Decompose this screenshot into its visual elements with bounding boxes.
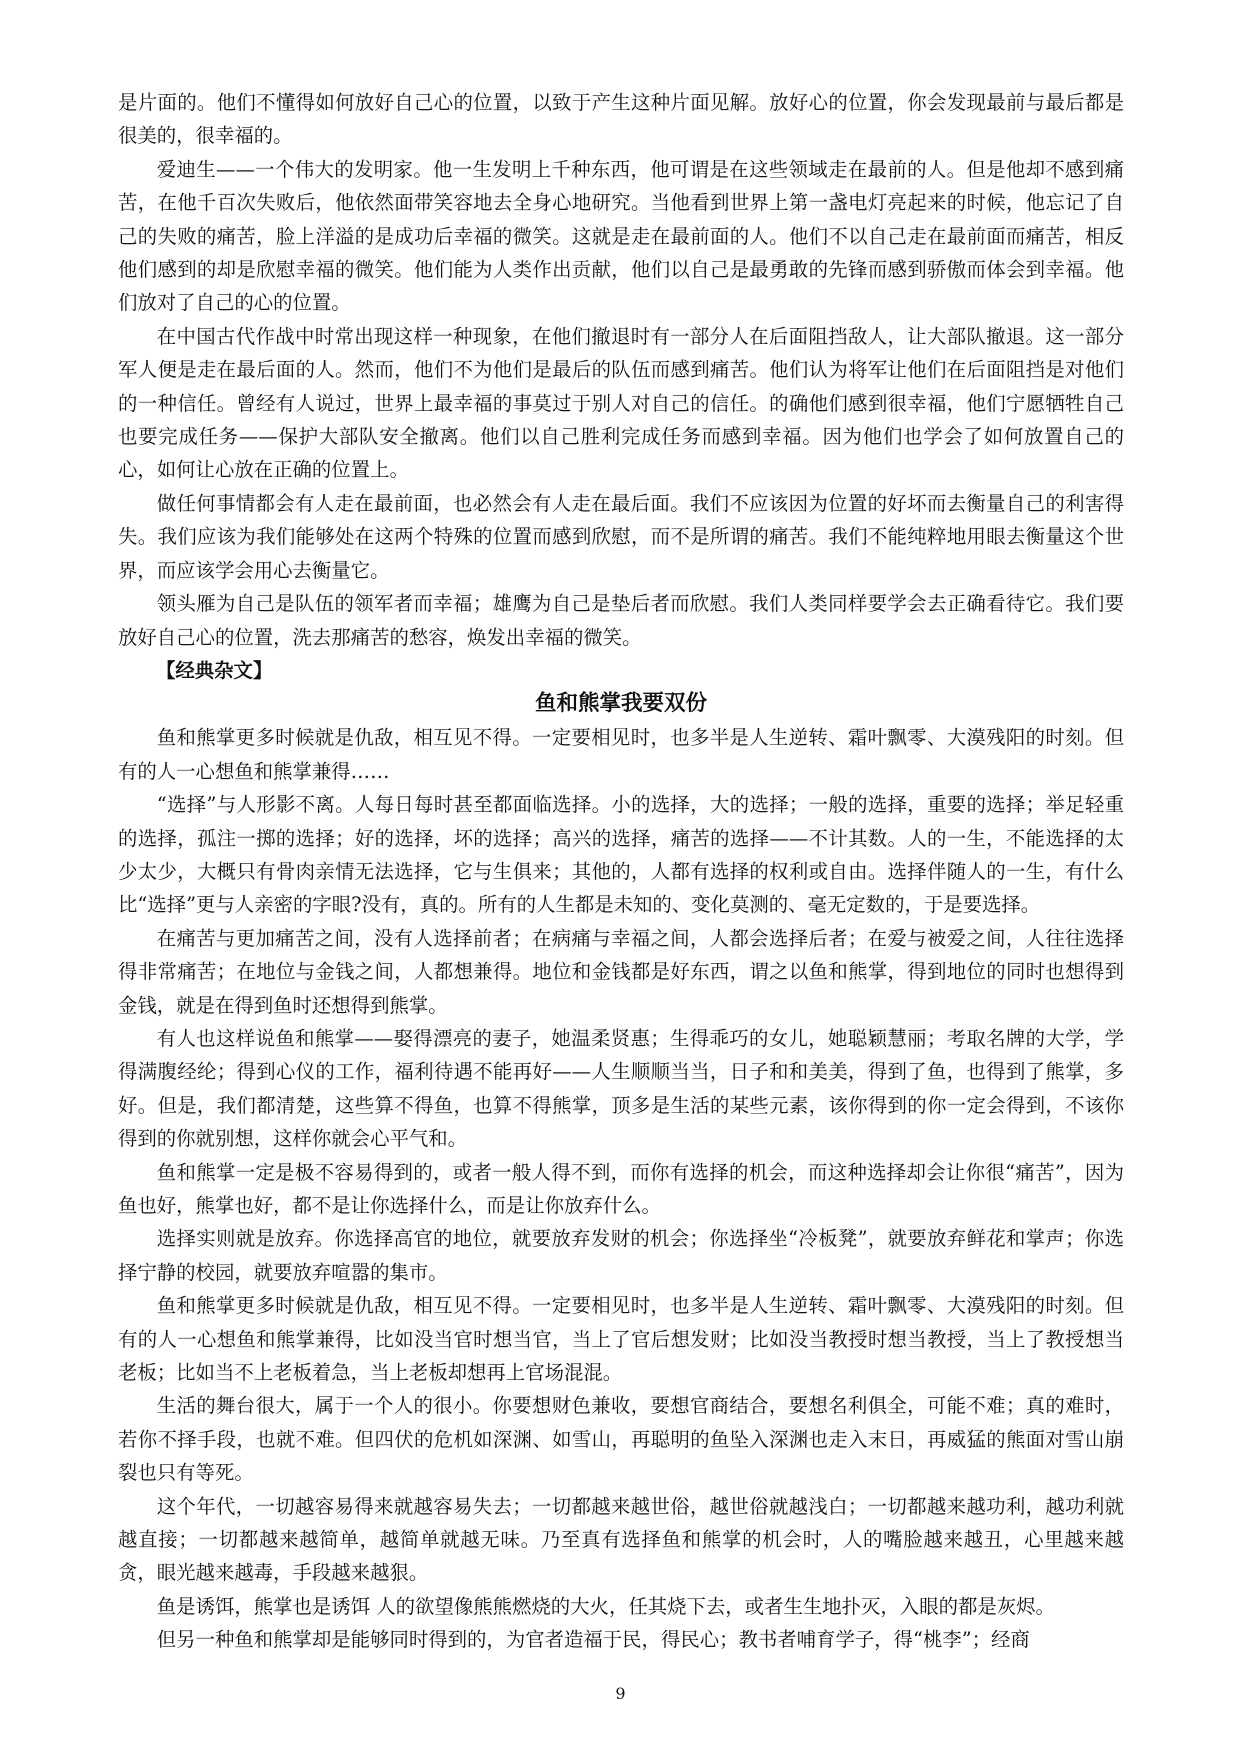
paragraph: 爱迪生——一个伟大的发明家。他一生发明上千种东西，他可谓是在这些领域走在最前的人。但是他却不感到痛苦，在他千百次失败后，他依然面带笑容地去全身心地研究。当他看到世界上第一盏电灯亮起来的时候，他忘记了自己的失败的痛苦，脸上洋溢的是成功后幸福的微笑。这就是走在最前面的人。他们不以自己走在最前面而痛苦，相反他们感到的却是欣慰幸福的微笑。他们能为人类作出贡献，他们以自己是最勇敢的先锋而感到骄傲而体会到幸福。他们放对了自己的心的位置。: [118, 157, 1124, 315]
paragraph: 做任何事情都会有人走在最前面，也必然会有人走在最后面。我们不应该因为位置的好坏而去衡量自己的利害得失。我们应该为我们能够处在这两个特殊的位置而感到欣慰，而不是所谓的痛苦。我们不能纯粹地用眼去衡量这个世界，而应该学会用心去衡量它。: [118, 491, 1124, 582]
section-label: 【经典杂文】: [156, 658, 273, 682]
paragraph: 有人也这样说鱼和熊掌——娶得漂亮的妻子，她温柔贤惠；生得乖巧的女儿，她聪颖慧丽；考取名牌的大学，学得满腹经纶；得到心仪的工作，福利待遇不能再好——人生顺顺当当，日子和和美美，得到了鱼，也得到了熊掌，多好。但是，我们都清楚，这些算不得鱼，也算不得熊掌，顶多是生活的某些元素，该你得到的你一定会得到，不该你得到的你就别想，这样你就会心平气和。: [118, 1026, 1124, 1151]
article-title: 鱼和熊掌我要双份: [534, 691, 707, 717]
paragraph: 选择实则就是放弃。你选择高官的地位，就要放弃发财的机会；你选择坐“冷板凳”，就要放弃鲜花和掌声；你选择宁静的校园，就要放弃喧嚣的集市。: [118, 1227, 1124, 1284]
paragraph: 这个年代，一切越容易得来就越容易失去；一切都越来越世俗，越世俗就越浅白；一切都越来越功利，越功利就越直接；一切都越来越简单，越简单就越无味。乃至真有选择鱼和熊掌的机会时，人的嘴脸越来越丑，心里越来越贪，眼光越来越毒，手段越来越狠。: [118, 1494, 1124, 1585]
paragraph: 但另一种鱼和熊掌却是能够同时得到的，为官者造福于民，得民心；教书者哺育学子，得“桃李”；经商: [156, 1628, 1030, 1652]
document-page: [118, 86, 1124, 1657]
paragraph: 鱼和熊掌更多时候就是仇敌，相互见不得。一定要相见时，也多半是人生逆转、霜叶飘零、大漠残阳的时刻。但有的人一心想鱼和熊掌兼得……: [118, 726, 1124, 783]
paragraph: 鱼和熊掌更多时候就是仇敌，相互见不得。一定要相见时，也多半是人生逆转、霜叶飘零、大漠残阳的时刻。但有的人一心想鱼和熊掌兼得，比如没当官时想当官，当上了官后想发财；比如没当教授时想当教授，当上了教授想当老板；比如当不上老板着急，当上老板却想再上官场混混。: [118, 1294, 1124, 1385]
paragraph: 在痛苦与更加痛苦之间，没有人选择前者；在病痛与幸福之间，人都会选择后者；在爱与被爱之间，人往往选择得非常痛苦；在地位与金钱之间，人都想兼得。地位和金钱都是好东西，谓之以鱼和熊掌，得到地位的同时也想得到金钱，就是在得到鱼时还想得到熊掌。: [118, 926, 1124, 1017]
paragraph: 是片面的。他们不懂得如何放好自己心的位置，以致于产生这种片面见解。放好心的位置，你会发现最前与最后都是很美的，很幸福的。: [118, 91, 1124, 148]
paragraph: 领头雁为自己是队伍的领军者而幸福；雄鹰为自己是垫后者而欣慰。我们人类同样要学会去正确看待它。我们要放好自己心的位置，洗去那痛苦的愁容，焕发出幸福的微笑。: [118, 592, 1124, 649]
paragraph: 鱼是诱饵，熊掌也是诱饵 人的欲望像熊熊燃烧的大火，任其烧下去，或者生生地扑灭，入眼的都是灰烬。: [156, 1594, 1055, 1618]
paragraph: 鱼和熊掌一定是极不容易得到的，或者一般人得不到，而你有选择的机会，而这种选择却会让你很“痛苦”，因为鱼也好，熊掌也好，都不是让你选择什么，而是让你放弃什么。: [118, 1160, 1124, 1217]
page-number: 9: [615, 1684, 626, 1703]
paragraph: “选择”与人形影不离。人每日每时甚至都面临选择。小的选择，大的选择；一般的选择，重要的选择；举足轻重的选择，孤注一掷的选择；好的选择，坏的选择；高兴的选择，痛苦的选择——不计其数。人的一生，不能选择的太少太少，大概只有骨肉亲情无法选择，它与生俱来；其他的，人都有选择的权利或自由。选择伴随人的一生，有什么比“选择”更与人亲密的字眼?没有，真的。所有的人生都是未知的、变化莫测的、毫无定数的，于是要选择。: [118, 793, 1124, 917]
paragraph: 生活的舞台很大，属于一个人的很小。你要想财色兼收，要想官商结合，要想名利俱全，可能不难；真的难时，若你不择手段，也就不难。但四伏的危机如深渊、如雪山，再聪明的鱼坠入深渊也走入末日，再威猛的熊面对雪山崩裂也只有等死。: [118, 1394, 1124, 1485]
paragraph: 在中国古代作战中时常出现这样一种现象，在他们撤退时有一部分人在后面阻挡敌人，让大部队撤退。这一部分军人便是走在最后面的人。然而，他们不为他们是最后的队伍而感到痛苦。他们认为将军让他们在后面阻挡是对他们的一种信任。曾经有人说过，世界上最幸福的事莫过于别人对自己的信任。的确他们感到很幸福，他们宁愿牺牲自己也要完成任务——保护大部队安全撤离。他们以自己胜利完成任务而感到幸福。因为他们也学会了如何放置自己的心，如何让心放在正确的位置上。: [118, 324, 1124, 482]
